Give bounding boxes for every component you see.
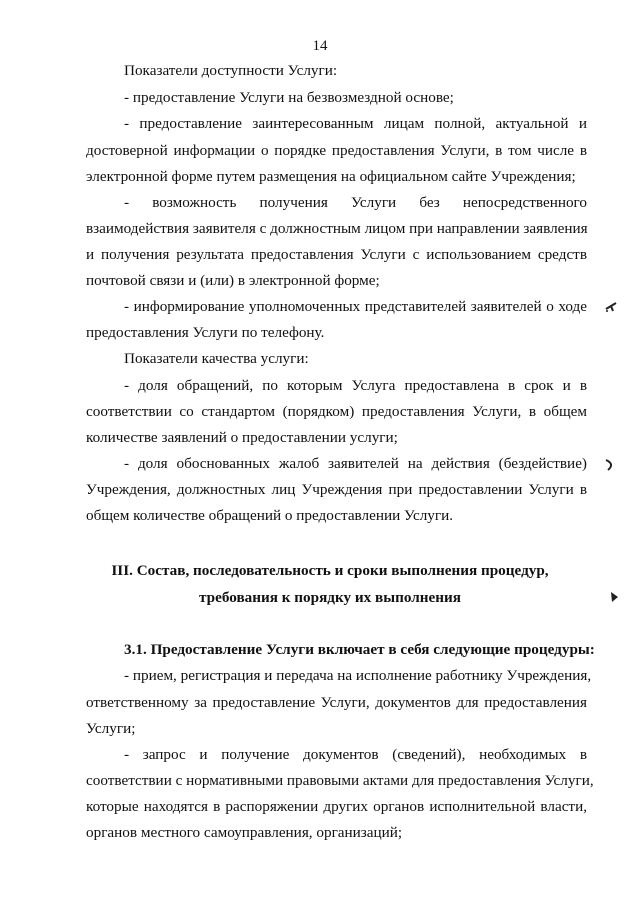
paragraph-line: Показатели качества услуги: — [124, 350, 309, 367]
page-number: 14 — [312, 38, 328, 54]
subheading: 3.1. Предоставление Услуги включает в себя следующие процедуры: — [124, 641, 595, 658]
paragraph-line: общем количестве обращений о предоставлении Услуги. — [86, 507, 454, 524]
scan-mark-icon — [604, 300, 618, 314]
paragraph-line: - информирование уполномоченных представителей заявителей о ходе — [124, 298, 587, 315]
paragraph-line: почтовой связи и (или) в электронной форме; — [86, 272, 380, 289]
paragraph-line: которые находятся в распоряжении других органов исполнительной власти, — [86, 798, 587, 815]
paragraph-line: - доля обращений, по которым Услуга предоставлена в срок и в — [124, 377, 587, 394]
scan-mark-icon — [608, 590, 622, 604]
paragraph-line: Учреждения, должностных лиц Учреждения при предоставлении Услуги в — [86, 481, 587, 498]
paragraph-line: количестве заявлений о предоставлении услуги; — [86, 429, 398, 446]
paragraph-line: - возможность получения Услуги без непосредственного — [124, 194, 587, 211]
section-heading-line: требования к порядку их выполнения — [199, 589, 461, 606]
paragraph-line: достоверной информации о порядке предоставления Услуги, в том числе в — [86, 142, 587, 159]
paragraph-line: - запрос и получение документов (сведений), необходимых в — [124, 746, 587, 763]
paragraph-line: электронной форме путем размещения на официальном сайте Учреждения; — [86, 168, 576, 185]
paragraph-line: - доля обоснованных жалоб заявителей на действия (бездействие) — [124, 455, 587, 472]
paragraph-line: - прием, регистрация и передача на исполнение работнику Учреждения, — [124, 667, 592, 684]
paragraph-line: соответствии со стандартом (порядком) предоставления Услуги, в общем — [86, 403, 587, 420]
paragraph-line: предоставления Услуги по телефону. — [86, 324, 325, 341]
paragraph-line: соответствии с нормативными правовыми актами для предоставления Услуги, — [86, 772, 594, 789]
paragraph-line: органов местного самоуправления, организаций; — [86, 824, 403, 841]
paragraph-line: ответственному за предоставление Услуги, документов для предоставления — [86, 694, 587, 711]
paragraph-line: и получения результата предоставления Услуги с использованием средств — [86, 246, 587, 263]
paragraph-line: Показатели доступности Услуги: — [124, 62, 338, 79]
section-heading-line: III. Состав, последовательность и сроки выполнения процедур, — [111, 562, 549, 579]
paragraph-line: - предоставление заинтересованным лицам полной, актуальной и — [124, 115, 587, 132]
paragraph-line: взаимодействия заявителя с должностным лицом при направлении заявления — [86, 220, 588, 237]
scan-mark-icon — [604, 458, 618, 472]
paragraph-line: - предоставление Услуги на безвозмездной основе; — [124, 89, 454, 106]
paragraph-line: Услуги; — [86, 720, 136, 737]
